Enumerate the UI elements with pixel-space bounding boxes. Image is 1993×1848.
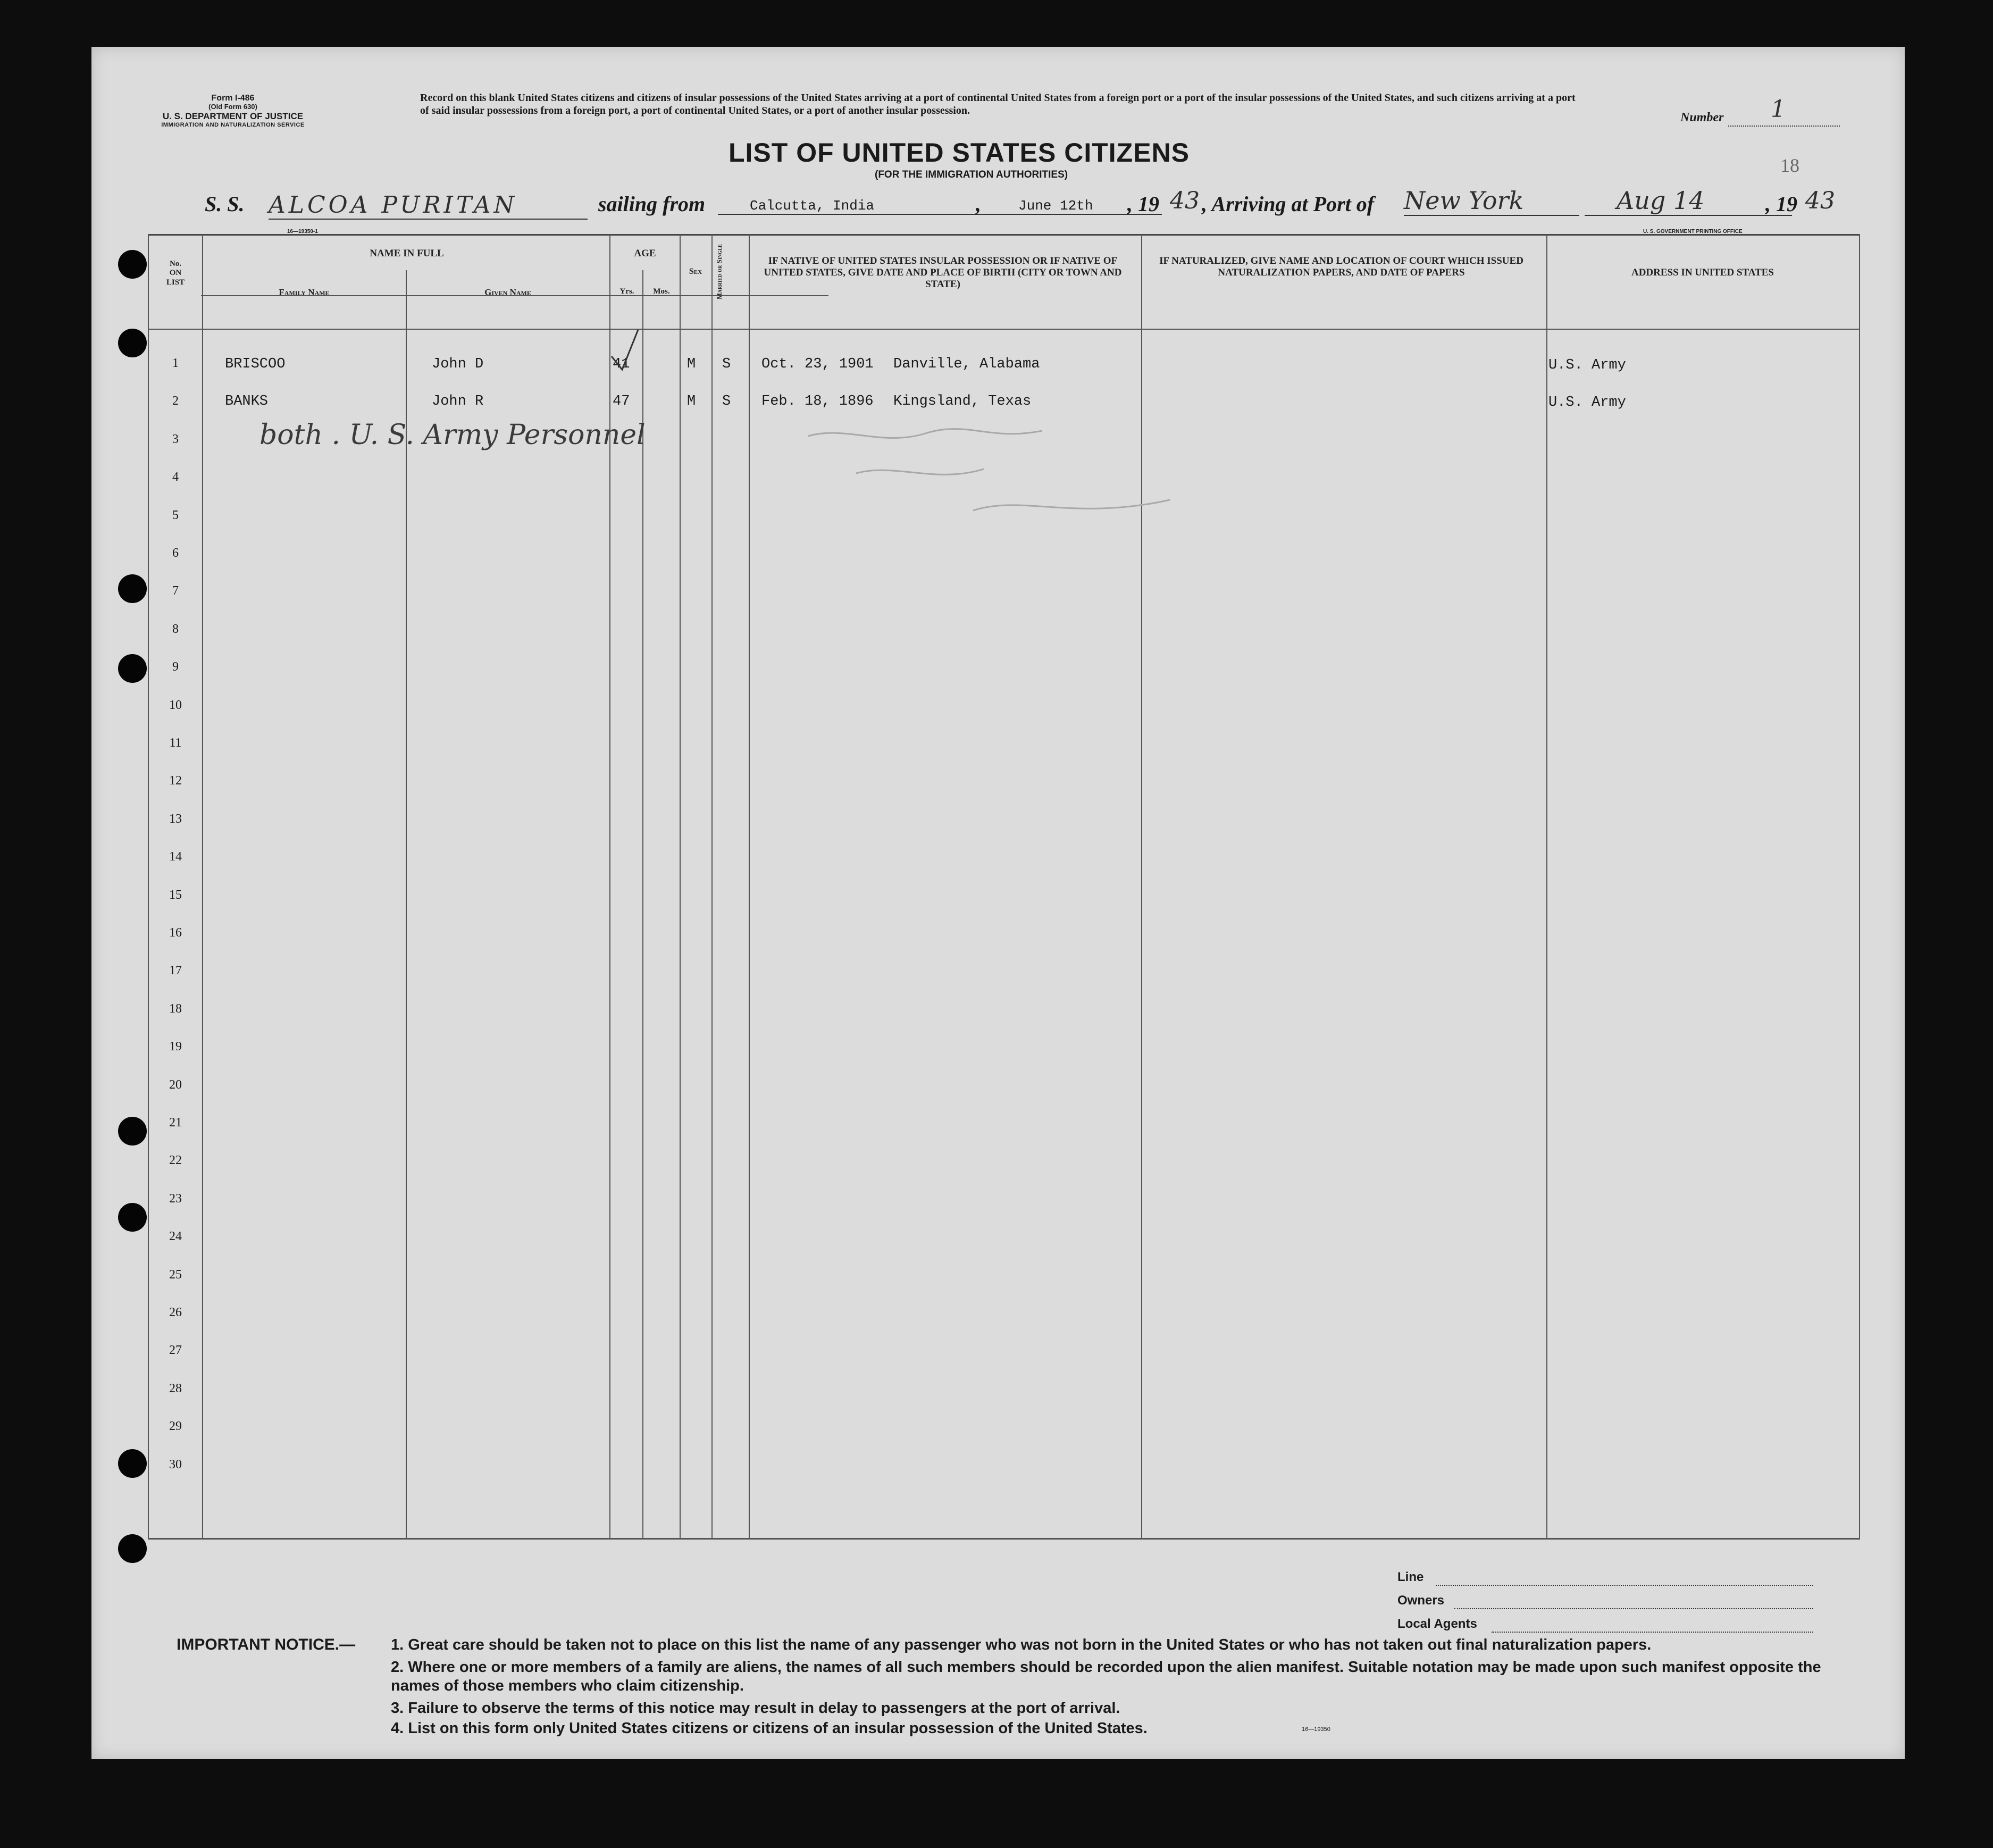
notice-heading: IMPORTANT NOTICE.— xyxy=(177,1636,356,1653)
line-label: Line xyxy=(1397,1570,1424,1584)
sailing-from-label: sailing from xyxy=(598,192,706,216)
header-age: AGE xyxy=(634,248,656,259)
entry-1-age-years: 41 xyxy=(613,356,630,372)
entry-1-address: U.S. Army xyxy=(1548,357,1626,373)
handwritten-check-mark xyxy=(606,324,649,378)
header-naturalization: IF NATURALIZED, GIVE NAME AND LOCATION OF COURT WHICH ISSUED NATURALIZATION PAPERS, AND DATE OF PAPERS xyxy=(1159,255,1523,278)
row-number: 3 xyxy=(172,432,179,446)
row-number: 28 xyxy=(169,1381,182,1395)
entry-2-sex: M xyxy=(687,394,696,409)
owners-label: Owners xyxy=(1397,1593,1445,1608)
form-code-bottom: 16—19350 xyxy=(1302,1726,1330,1733)
row-number: 8 xyxy=(172,622,179,636)
row-number: 29 xyxy=(169,1419,182,1434)
departure-year: 43 xyxy=(1170,187,1200,214)
arrival-port: New York xyxy=(1404,186,1579,216)
printer-note: U. S. GOVERNMENT PRINTING OFFICE xyxy=(1643,229,1743,235)
row-number: 20 xyxy=(169,1077,182,1092)
row-number: 17 xyxy=(169,964,182,978)
punch-hole xyxy=(118,1203,147,1232)
line-field[interactable] xyxy=(1436,1585,1813,1586)
punch-hole xyxy=(118,654,147,683)
local-agents-label: Local Agents xyxy=(1397,1617,1477,1631)
old-form-number: (Old Form 630) xyxy=(208,103,257,111)
notice-item-3: 3. Failure to observe the terms of this notice may result in delay to passengers at the port of arrival. xyxy=(391,1700,1120,1717)
form-number: Form I-486 xyxy=(211,94,255,103)
row-number: 22 xyxy=(169,1153,182,1168)
department: U. S. DEPARTMENT OF JUSTICE xyxy=(162,111,304,122)
row-number: 6 xyxy=(172,546,179,560)
number-label: Number xyxy=(1680,111,1724,124)
departure-date: June 12th xyxy=(989,198,1162,215)
page-title: LIST OF UNITED STATES CITIZENS xyxy=(728,138,1190,168)
row-number: 23 xyxy=(169,1191,182,1206)
row-number: 25 xyxy=(169,1267,182,1282)
header-months: Mos. xyxy=(653,287,670,296)
page-subtitle: (FOR THE IMMIGRATION AUTHORITIES) xyxy=(875,169,1068,180)
header-name-in-full: NAME IN FULL xyxy=(370,248,444,259)
header-family-name: Family Name xyxy=(279,287,330,297)
row-number: 19 xyxy=(169,1040,182,1054)
row-number: 9 xyxy=(172,660,179,674)
service: IMMIGRATION AND NATURALIZATION SERVICE xyxy=(161,121,305,128)
form-code-top: 16—19350-1 xyxy=(287,229,318,235)
header-birth-info: IF NATIVE OF UNITED STATES INSULAR POSSESSION OR IF NATIVE OF UNITED STATES, GIVE DATE AND PLACE OF BIRTH (CITY OR TOWN AND STATE) xyxy=(764,255,1122,290)
punch-hole xyxy=(118,1117,147,1145)
row-number: 18 xyxy=(169,1001,182,1016)
arriving-label: , Arriving at Port of xyxy=(1202,192,1375,216)
row-number: 4 xyxy=(172,470,179,484)
punch-hole xyxy=(118,250,147,279)
row-number: 27 xyxy=(169,1343,182,1358)
row-number: 7 xyxy=(172,584,179,598)
row-number: 15 xyxy=(169,888,182,902)
entry-1-birth-place: Danville, Alabama xyxy=(893,356,1040,372)
entry-1-birth-date: Oct. 23, 1901 xyxy=(761,356,874,372)
row-number: 12 xyxy=(169,774,182,788)
number-underline xyxy=(1728,126,1840,127)
entry-1-family-name: BRISCOO xyxy=(225,356,286,372)
entry-1-sex: M xyxy=(687,356,696,372)
handwritten-annotation: both . U. S. Army Personnel xyxy=(259,419,646,451)
entry-2-address: U.S. Army xyxy=(1548,395,1626,411)
local-agents-field[interactable] xyxy=(1492,1632,1813,1633)
punch-hole xyxy=(118,574,147,603)
row-number: 24 xyxy=(169,1230,182,1244)
entry-1-marital: S xyxy=(722,356,731,372)
number-value: 1 xyxy=(1771,96,1786,123)
departure-port: Calcutta, India xyxy=(718,198,1005,215)
entry-2-marital: S xyxy=(722,394,731,409)
notice-item-4: 4. List on this form only United States citizens or citizens of an insular possession of the United States. xyxy=(391,1720,1148,1737)
notice-item-1: 1. Great care should be taken not to place on this list the name of any passenger who was not born in the United States or who has not taken out final naturalization papers. xyxy=(391,1636,1652,1653)
row-number: 16 xyxy=(169,926,182,940)
row-number: 13 xyxy=(169,812,182,826)
form-instructions: Record on this blank United States citizens and citizens of insular possessions of the United States arriving at a port of continental United States from a foreign port or a port of the insular possessions of the United States, and such citizens arriving at a port of said insular possessions from a foreign port, a port of continental United States, or a port of another insular possession. xyxy=(420,92,1576,116)
year-prefix: , 19 xyxy=(1127,192,1159,216)
notice-item-2: 2. Where one or more members of a family are aliens, the names of all such members should be recorded upon the alien manifest. Suitable notation may be made upon such manifest opposite the names of those members who claim citizenship. xyxy=(391,1659,1821,1694)
row-number: 11 xyxy=(169,736,182,750)
header-married-single: Married or Single xyxy=(715,244,723,300)
form-identifier xyxy=(132,94,334,129)
row-number: 26 xyxy=(169,1306,182,1319)
row-number: 2 xyxy=(172,394,179,408)
header-years: Yrs. xyxy=(619,287,634,296)
row-number: 21 xyxy=(169,1116,182,1130)
entry-2-family-name: BANKS xyxy=(225,394,269,409)
punch-hole xyxy=(118,1534,147,1563)
row-number: 30 xyxy=(169,1457,182,1471)
punch-hole xyxy=(118,1449,147,1478)
arrival-date: Aug 14 xyxy=(1585,186,1792,216)
row-number: 10 xyxy=(169,698,182,712)
row-number: 5 xyxy=(172,508,179,522)
header-address: ADDRESS IN UNITED STATES xyxy=(1631,267,1774,278)
page-stamp: 18 xyxy=(1780,155,1799,176)
header-given-name: Given Name xyxy=(484,287,531,297)
faint-scribble xyxy=(798,420,1180,537)
entry-2-birth-date: Feb. 18, 1896 xyxy=(761,394,874,409)
ss-label: S. S. xyxy=(205,192,245,216)
entry-2-age-years: 47 xyxy=(613,394,630,409)
header-sex: Sex xyxy=(689,267,702,276)
entry-2-birth-place: Kingsland, Texas xyxy=(893,394,1032,409)
owners-field[interactable] xyxy=(1454,1608,1813,1609)
punch-hole xyxy=(118,329,147,357)
header-no-on-list: No. ON LIST xyxy=(166,260,185,287)
row-number: 14 xyxy=(169,850,182,864)
row-number: 1 xyxy=(172,356,179,370)
entry-2-given-name: John R xyxy=(432,394,484,409)
entry-1-given-name: John D xyxy=(432,356,484,372)
ship-name: ALCOA PURITAN xyxy=(269,191,588,220)
arrival-year: 43 xyxy=(1805,187,1835,214)
arrival-year-prefix: , 19 xyxy=(1765,192,1797,216)
